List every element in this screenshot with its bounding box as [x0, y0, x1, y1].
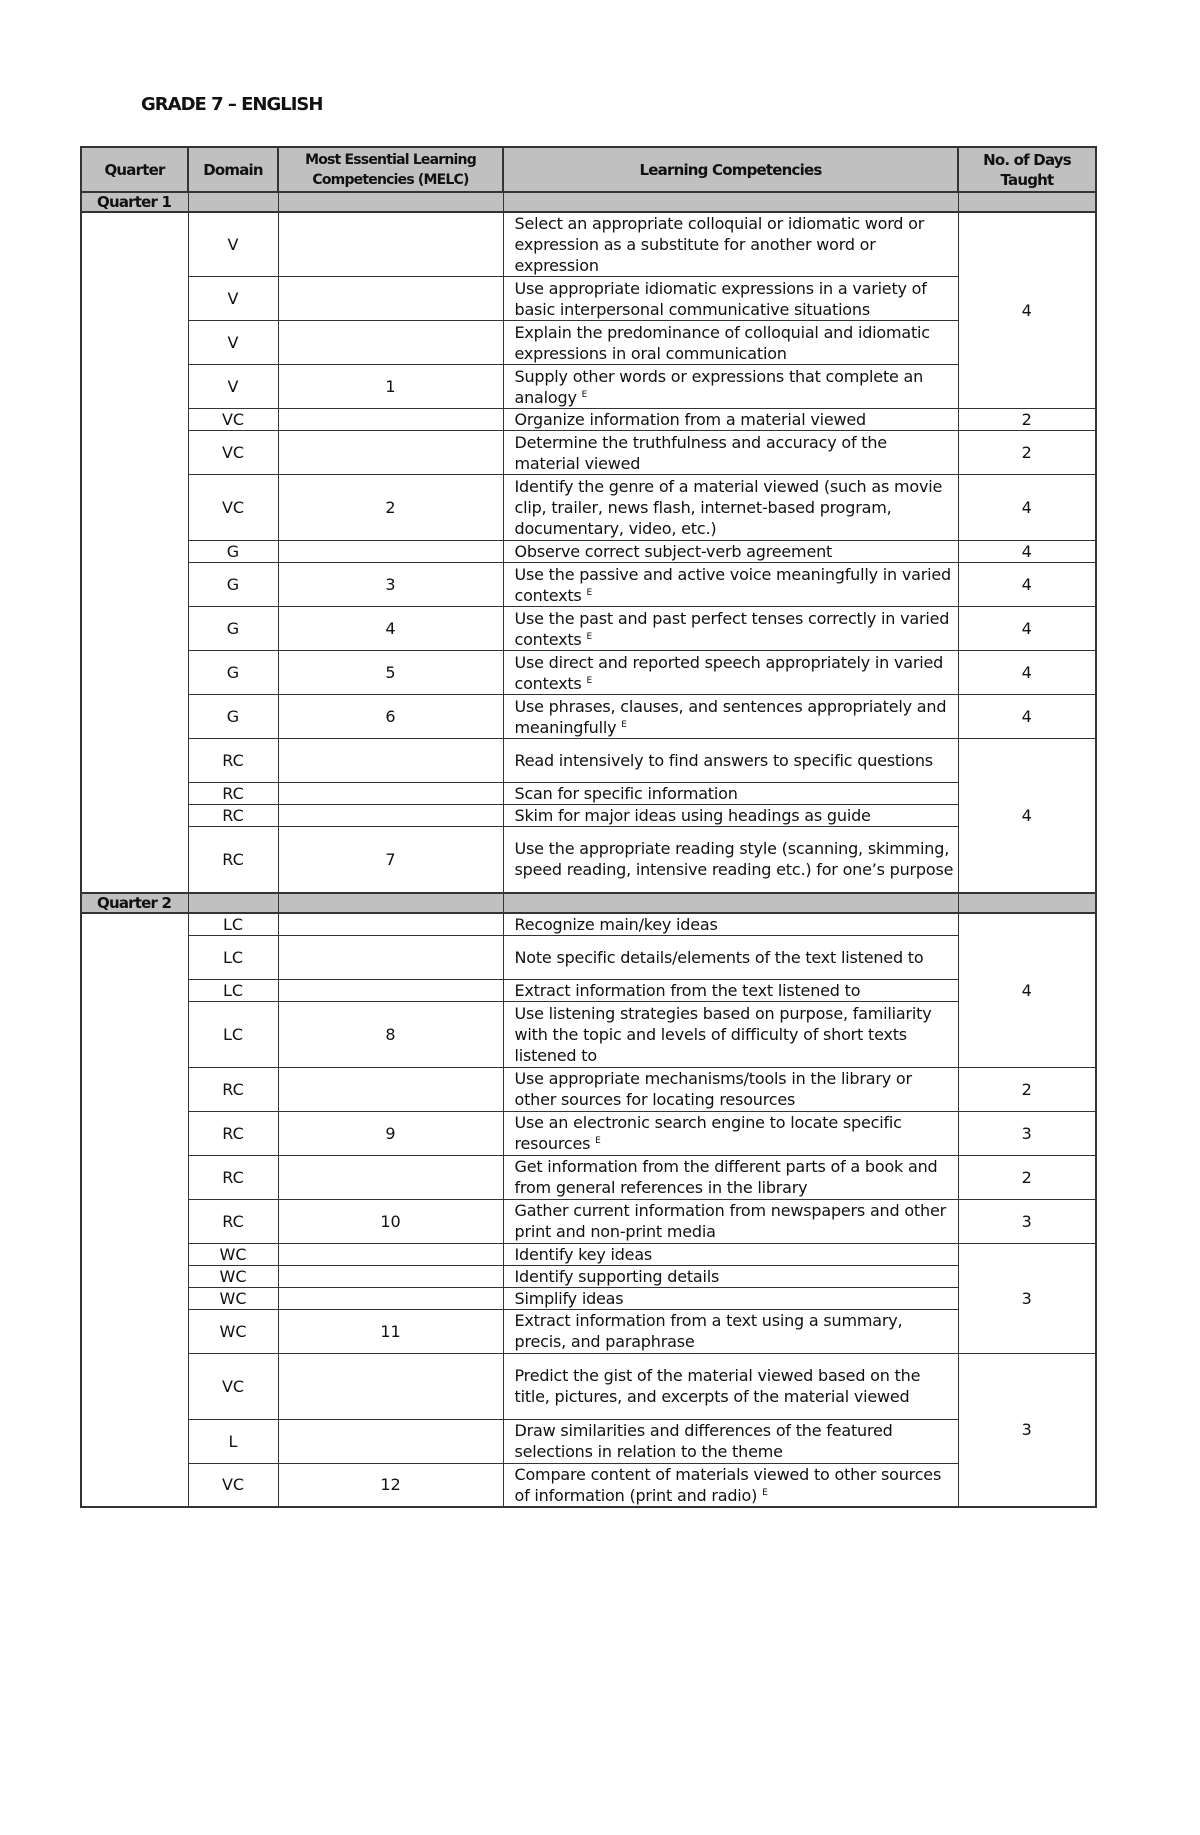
- days-cell: 4: [958, 541, 1096, 563]
- melc-cell: [278, 783, 503, 805]
- domain-cell: RC: [188, 783, 278, 805]
- melc-cell: [278, 277, 503, 321]
- table-row: [81, 365, 1096, 409]
- essential-marker: E: [586, 631, 592, 642]
- competency-cell: [503, 739, 958, 783]
- domain-cell: G: [188, 563, 278, 607]
- melc-cell: 11: [278, 1309, 503, 1353]
- table-row: [81, 1419, 1096, 1463]
- domain-cell: RC: [188, 805, 278, 827]
- competency-text: Compare content of materials viewed to other sources of information (print and radio): [514, 1464, 942, 1505]
- domain-cell: WC: [188, 1243, 278, 1265]
- essential-marker: E: [586, 675, 592, 686]
- table-row: [81, 1111, 1096, 1155]
- competency-text: Use appropriate idiomatic expressions in a variety of basic interpersonal communicative situations: [514, 278, 927, 319]
- table-row: [81, 1199, 1096, 1243]
- melc-cell: 1: [278, 365, 503, 409]
- days-cell: 4: [958, 695, 1096, 739]
- competency-text: Predict the gist of the material viewed based on the title, pictures, and excerpts of the material viewed: [514, 1366, 921, 1406]
- competency-cell: [503, 935, 958, 979]
- quarter-row-cell: [188, 192, 278, 212]
- competency-cell: [503, 607, 958, 651]
- table-row: [81, 541, 1096, 563]
- table-row: [81, 1265, 1096, 1287]
- melc-cell: [278, 913, 503, 936]
- domain-cell: V: [188, 321, 278, 365]
- domain-cell: LC: [188, 935, 278, 979]
- melc-cell: [278, 1155, 503, 1199]
- competency-cell: [503, 827, 958, 893]
- domain-cell: VC: [188, 1353, 278, 1419]
- header-days: No. of Days Taught: [958, 147, 1096, 192]
- competency-text: Skim for major ideas using headings as guide: [514, 806, 871, 825]
- melc-table: [80, 146, 1097, 1508]
- melc-cell: 2: [278, 475, 503, 541]
- melc-cell: [278, 321, 503, 365]
- competency-text: Scan for specific information: [514, 784, 738, 803]
- melc-cell: [278, 739, 503, 783]
- quarter-row: [81, 192, 1096, 212]
- table-row: [81, 979, 1096, 1001]
- competency-text: Extract information from a text using a summary, precis, and paraphrase: [514, 1311, 903, 1351]
- competency-text: Gather current information from newspapers and other print and non-print media: [514, 1201, 946, 1241]
- table-row: [81, 563, 1096, 607]
- days-cell: 4: [958, 475, 1096, 541]
- essential-marker: E: [595, 1136, 601, 1146]
- header-row: [81, 147, 1096, 192]
- table-row: [81, 607, 1096, 651]
- domain-cell: WC: [188, 1309, 278, 1353]
- table-body: [81, 192, 1096, 1507]
- domain-cell: G: [188, 695, 278, 739]
- table-row: [81, 695, 1096, 739]
- melc-cell: [278, 805, 503, 827]
- competency-cell: [503, 1419, 958, 1463]
- days-cell: 4: [958, 913, 1096, 1068]
- competency-text: Read intensively to find answers to specific questions: [514, 751, 933, 770]
- competency-text: Determine the truthfulness and accuracy of the material viewed: [514, 432, 887, 473]
- competency-cell: [503, 1067, 958, 1111]
- competency-text: Identify the genre of a material viewed (such as movie clip, trailer, news flash, internet-based program, documentary, video, etc.): [514, 477, 943, 538]
- quarter-column-cell: [81, 212, 188, 893]
- domain-cell: VC: [188, 409, 278, 431]
- melc-cell: [278, 212, 503, 277]
- domain-cell: L: [188, 1419, 278, 1463]
- table-row: [81, 651, 1096, 695]
- table-row: [81, 475, 1096, 541]
- competency-cell: [503, 651, 958, 695]
- melc-cell: [278, 1265, 503, 1287]
- melc-cell: 5: [278, 651, 503, 695]
- table-row: [81, 739, 1096, 783]
- domain-cell: V: [188, 365, 278, 409]
- quarter-row-cell: [278, 192, 503, 212]
- domain-cell: RC: [188, 1199, 278, 1243]
- days-cell: 3: [958, 1243, 1096, 1353]
- competency-text: Use an electronic search engine to locate specific resources: [514, 1113, 902, 1153]
- melc-cell: 4: [278, 607, 503, 651]
- competency-text: Supply other words or expressions that complete an analogy: [514, 366, 924, 407]
- days-cell: 4: [958, 739, 1096, 893]
- days-cell: 2: [958, 1067, 1096, 1111]
- melc-cell: [278, 979, 503, 1001]
- competency-text: Use appropriate mechanisms/tools in the library or other sources for locating resources: [514, 1069, 912, 1109]
- melc-cell: [278, 1419, 503, 1463]
- competency-cell: [503, 277, 958, 321]
- domain-cell: RC: [188, 827, 278, 893]
- domain-cell: G: [188, 541, 278, 563]
- domain-cell: G: [188, 607, 278, 651]
- days-cell: 3: [958, 1353, 1096, 1507]
- quarter-row-cell: [503, 893, 958, 913]
- table-row: [81, 1353, 1096, 1419]
- days-cell: 4: [958, 651, 1096, 695]
- essential-marker: E: [586, 587, 592, 598]
- competency-text: Observe correct subject-verb agreement: [514, 542, 833, 561]
- melc-cell: [278, 1287, 503, 1309]
- melc-cell: [278, 1067, 503, 1111]
- competency-text: Recognize main/key ideas: [514, 914, 718, 934]
- domain-cell: RC: [188, 1155, 278, 1199]
- competency-cell: [503, 1353, 958, 1419]
- essential-marker: E: [762, 1487, 768, 1498]
- competency-cell: [503, 1001, 958, 1067]
- days-cell: 2: [958, 1155, 1096, 1199]
- days-cell: 3: [958, 1111, 1096, 1155]
- header-competencies: Learning Competencies: [503, 147, 958, 192]
- competency-cell: [503, 913, 958, 936]
- competency-cell: [503, 431, 958, 475]
- competency-cell: [503, 563, 958, 607]
- quarter-row-cell: [503, 192, 958, 212]
- domain-cell: RC: [188, 1111, 278, 1155]
- quarter-row-cell: [958, 192, 1096, 212]
- competency-cell: [503, 783, 958, 805]
- quarter-row-cell: [958, 893, 1096, 913]
- melc-cell: 10: [278, 1199, 503, 1243]
- competency-text: Use listening strategies based on purpose, familiarity with the topic and levels of difficulty of short texts listened to: [514, 1003, 932, 1065]
- quarter-row: [81, 893, 1096, 913]
- competency-text: Simplify ideas: [514, 1288, 624, 1308]
- melc-cell: 6: [278, 695, 503, 739]
- table-row: [81, 1287, 1096, 1309]
- melc-cell: [278, 935, 503, 979]
- competency-cell: [503, 1265, 958, 1287]
- domain-cell: WC: [188, 1265, 278, 1287]
- quarter-label: Quarter 1: [81, 192, 188, 212]
- competency-text: Use the appropriate reading style (scanning, skimming, speed reading, intensive reading etc.) for one’s purpose: [514, 839, 954, 880]
- days-cell: 4: [958, 563, 1096, 607]
- days-cell: 4: [958, 212, 1096, 409]
- table-row: [81, 212, 1096, 277]
- melc-cell: [278, 1243, 503, 1265]
- quarter-column-cell: [81, 913, 188, 1508]
- domain-cell: LC: [188, 1001, 278, 1067]
- competency-cell: [503, 979, 958, 1001]
- competency-cell: [503, 321, 958, 365]
- domain-cell: WC: [188, 1287, 278, 1309]
- table-row: [81, 1155, 1096, 1199]
- essential-marker: E: [621, 719, 627, 730]
- competency-text: Get information from the different parts of a book and from general references in the library: [514, 1157, 938, 1197]
- competency-cell: [503, 409, 958, 431]
- table-row: [81, 321, 1096, 365]
- competency-cell: [503, 695, 958, 739]
- quarter-row-cell: [278, 893, 503, 913]
- domain-cell: RC: [188, 1067, 278, 1111]
- melc-cell: [278, 431, 503, 475]
- table-row: [81, 805, 1096, 827]
- days-cell: 4: [958, 607, 1096, 651]
- table-row: [81, 935, 1096, 979]
- competency-text: Select an appropriate colloquial or idiomatic word or expression as a substitute for another word or expression: [514, 214, 925, 275]
- competency-text: Draw similarities and differences of the featured selections in relation to the theme: [514, 1421, 893, 1461]
- melc-cell: [278, 1353, 503, 1419]
- competency-text: Organize information from a material viewed: [514, 410, 867, 429]
- competency-cell: [503, 1155, 958, 1199]
- competency-text: Identify key ideas: [514, 1244, 653, 1264]
- table-row: [81, 1067, 1096, 1111]
- competency-text: Use phrases, clauses, and sentences appropriately and meaningfully: [514, 696, 947, 737]
- days-cell: 2: [958, 431, 1096, 475]
- competency-text: Identify supporting details: [514, 1266, 720, 1286]
- competency-cell: [503, 365, 958, 409]
- competency-cell: [503, 475, 958, 541]
- domain-cell: VC: [188, 1463, 278, 1507]
- table-row: [81, 913, 1096, 936]
- table-row: [81, 1309, 1096, 1353]
- domain-cell: G: [188, 651, 278, 695]
- melc-cell: 7: [278, 827, 503, 893]
- competency-text: Use the past and past perfect tenses correctly in varied contexts: [514, 608, 950, 649]
- competency-text: Use the passive and active voice meaningfully in varied contexts: [514, 564, 951, 605]
- table-row: [81, 1243, 1096, 1265]
- competency-cell: [503, 1309, 958, 1353]
- competency-cell: [503, 1111, 958, 1155]
- melc-cell: 8: [278, 1001, 503, 1067]
- days-cell: 3: [958, 1199, 1096, 1243]
- page-title: GRADE 7 – ENGLISH: [141, 94, 323, 115]
- header-quarter: Quarter: [81, 147, 188, 192]
- competency-cell: [503, 541, 958, 563]
- header-domain: Domain: [188, 147, 278, 192]
- competency-text: Extract information from the text listened to: [514, 980, 861, 1000]
- melc-cell: 3: [278, 563, 503, 607]
- days-cell: 2: [958, 409, 1096, 431]
- competency-text: Explain the predominance of colloquial and idiomatic expressions in oral communication: [514, 322, 930, 363]
- quarter-label: Quarter 2: [81, 893, 188, 913]
- table-row: [81, 409, 1096, 431]
- table-row: [81, 1463, 1096, 1507]
- domain-cell: V: [188, 212, 278, 277]
- domain-cell: V: [188, 277, 278, 321]
- competency-cell: [503, 1243, 958, 1265]
- competency-cell: [503, 805, 958, 827]
- melc-cell: 12: [278, 1463, 503, 1507]
- melc-cell: [278, 541, 503, 563]
- domain-cell: LC: [188, 913, 278, 936]
- table-row: [81, 783, 1096, 805]
- melc-cell: [278, 409, 503, 431]
- competency-text: Use direct and reported speech appropriately in varied contexts: [514, 652, 944, 693]
- competency-cell: [503, 1463, 958, 1507]
- domain-cell: RC: [188, 739, 278, 783]
- competency-text: Note specific details/elements of the text listened to: [514, 947, 924, 967]
- competency-cell: [503, 212, 958, 277]
- competency-cell: [503, 1199, 958, 1243]
- quarter-row-cell: [188, 893, 278, 913]
- table-row: [81, 277, 1096, 321]
- competency-cell: [503, 1287, 958, 1309]
- domain-cell: VC: [188, 475, 278, 541]
- domain-cell: VC: [188, 431, 278, 475]
- table-row: [81, 431, 1096, 475]
- essential-marker: E: [581, 389, 588, 400]
- table-row: [81, 1001, 1096, 1067]
- domain-cell: LC: [188, 979, 278, 1001]
- table-row: [81, 827, 1096, 893]
- melc-cell: 9: [278, 1111, 503, 1155]
- header-melc: Most Essential Learning Competencies (MELC): [278, 147, 503, 192]
